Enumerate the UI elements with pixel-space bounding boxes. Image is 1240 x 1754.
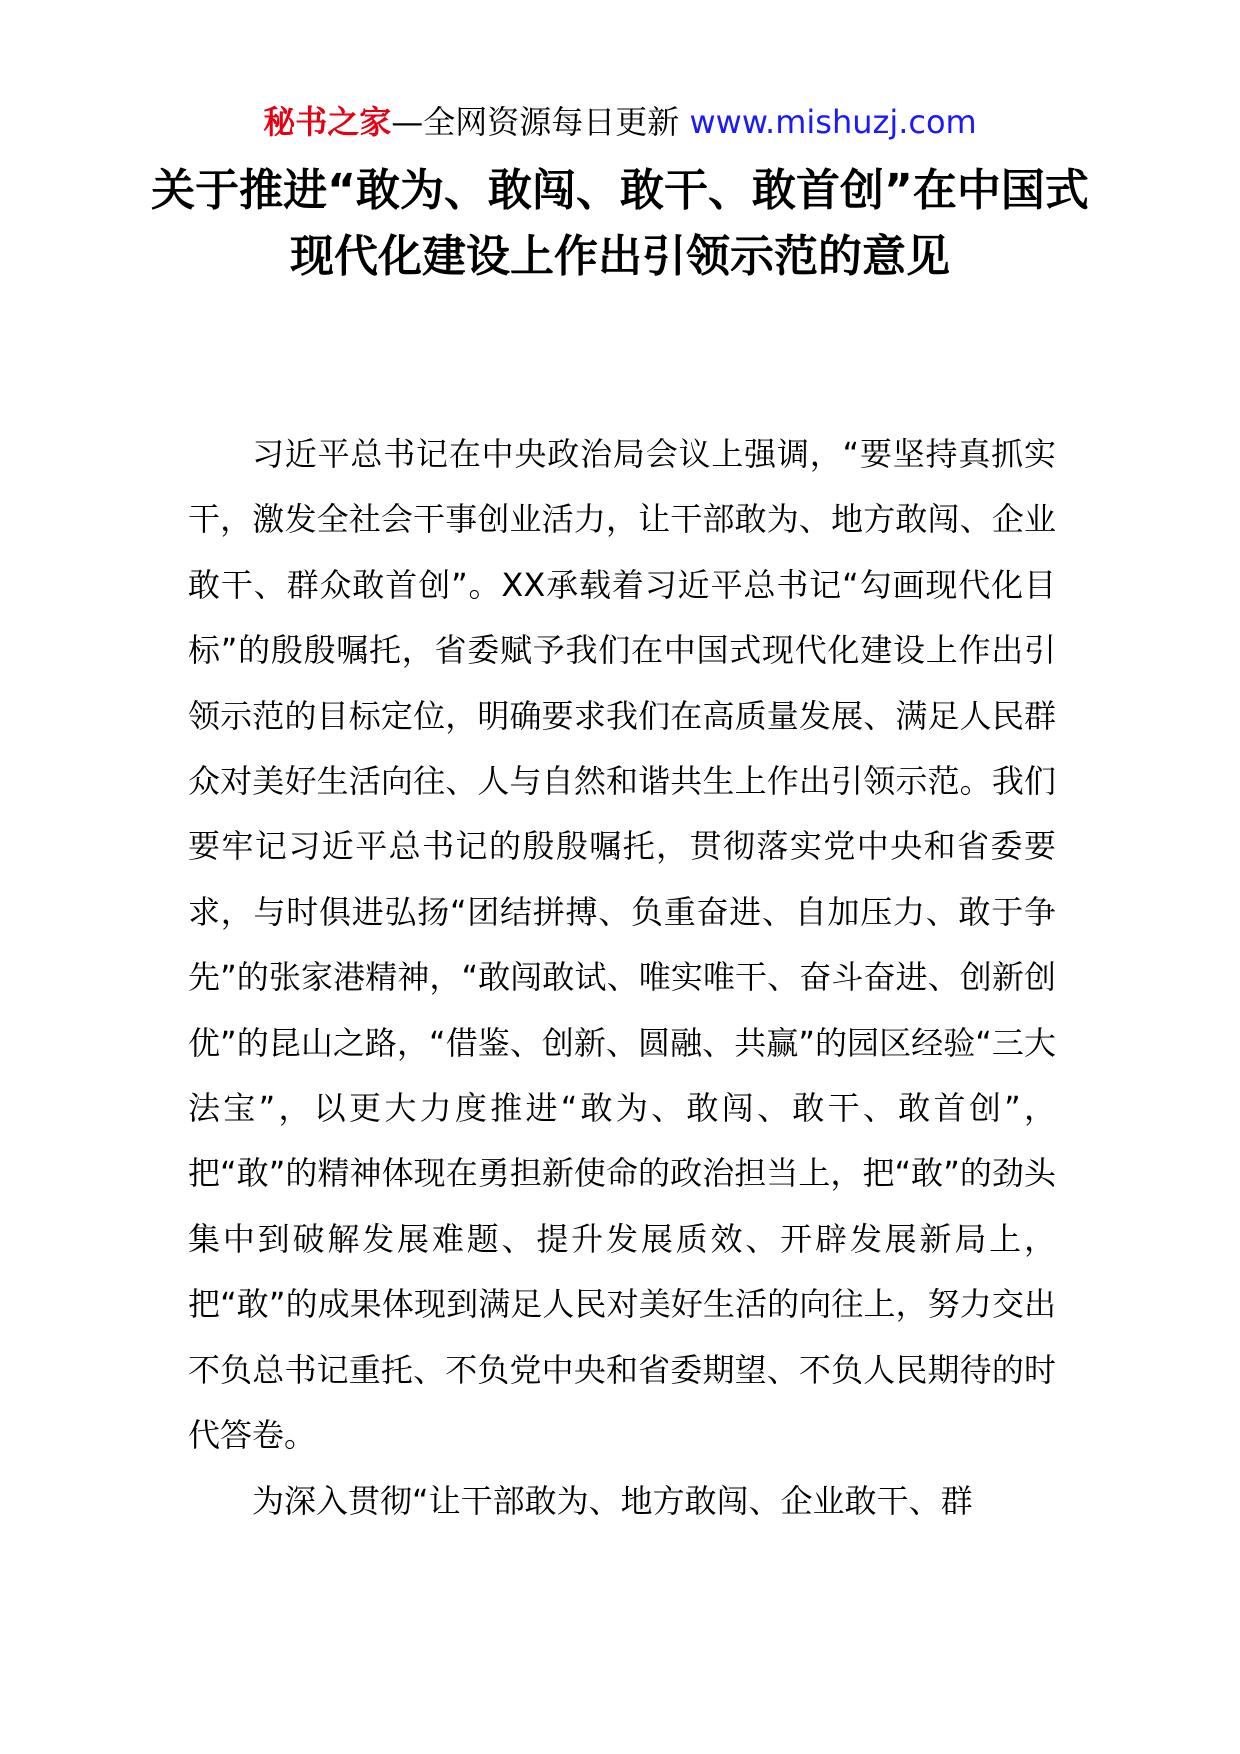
- site-header: [0, 100, 1240, 144]
- document-body: [188, 422, 1056, 1534]
- site-url-link[interactable]: www.mishuzj.com: [689, 103, 977, 141]
- body-paragraph: 为深入贯彻“让干部敢为、地方敢闯、企业敢干、群: [252, 1481, 973, 1520]
- header-tagline: —全网资源每日更新: [391, 103, 680, 141]
- brand-name: 秘书之家: [263, 103, 392, 141]
- body-paragraph: 习近平总书记在中央政治局会议上强调，“要坚持真抓实干，激发全社会干事创业活力，让干部敢为、地方敢闯、企业敢干、群众敢首创”。XX承载着习近平总书记“勾画现代化目标”的殷殷嘱托，省委赋予我们在中国式现代化建设上作出引领示范的目标定位，明确要求我们在高质量发展、满足人民群众对美好生活向往、人与自然和谐共生上作出引领示范。我们要牢记习近平总书记的殷殷嘱托，贯彻落实党中央和省委要求，与时俱进弘扬“团结拼搏、负重奋进、自加压力、敢于争先”的张家港精神，“敢闯敢试、唯实唯干、奋斗奋进、创新创优”的昆山之路，“借鉴、创新、圆融、共赢”的园区经验“三大法宝”，以更大力度推进“敢为、敢闯、敢干、敢首创”，把“敢”的精神体现在勇担新使命的政治担当上，把“敢”的劲头集中到破解发展难题、提升发展质效、开辟发展新局上，把“敢”的成果体现到满足人民对美好生活的向往上，努力交出不负总书记重托、不负党中央和省委期望、不负人民期待的时代答卷。: [188, 435, 1056, 1455]
- document-title: 关于推进“敢为、敢闯、敢干、敢首创”在中国式现代化建设上作出引领示范的意见: [151, 165, 1089, 282]
